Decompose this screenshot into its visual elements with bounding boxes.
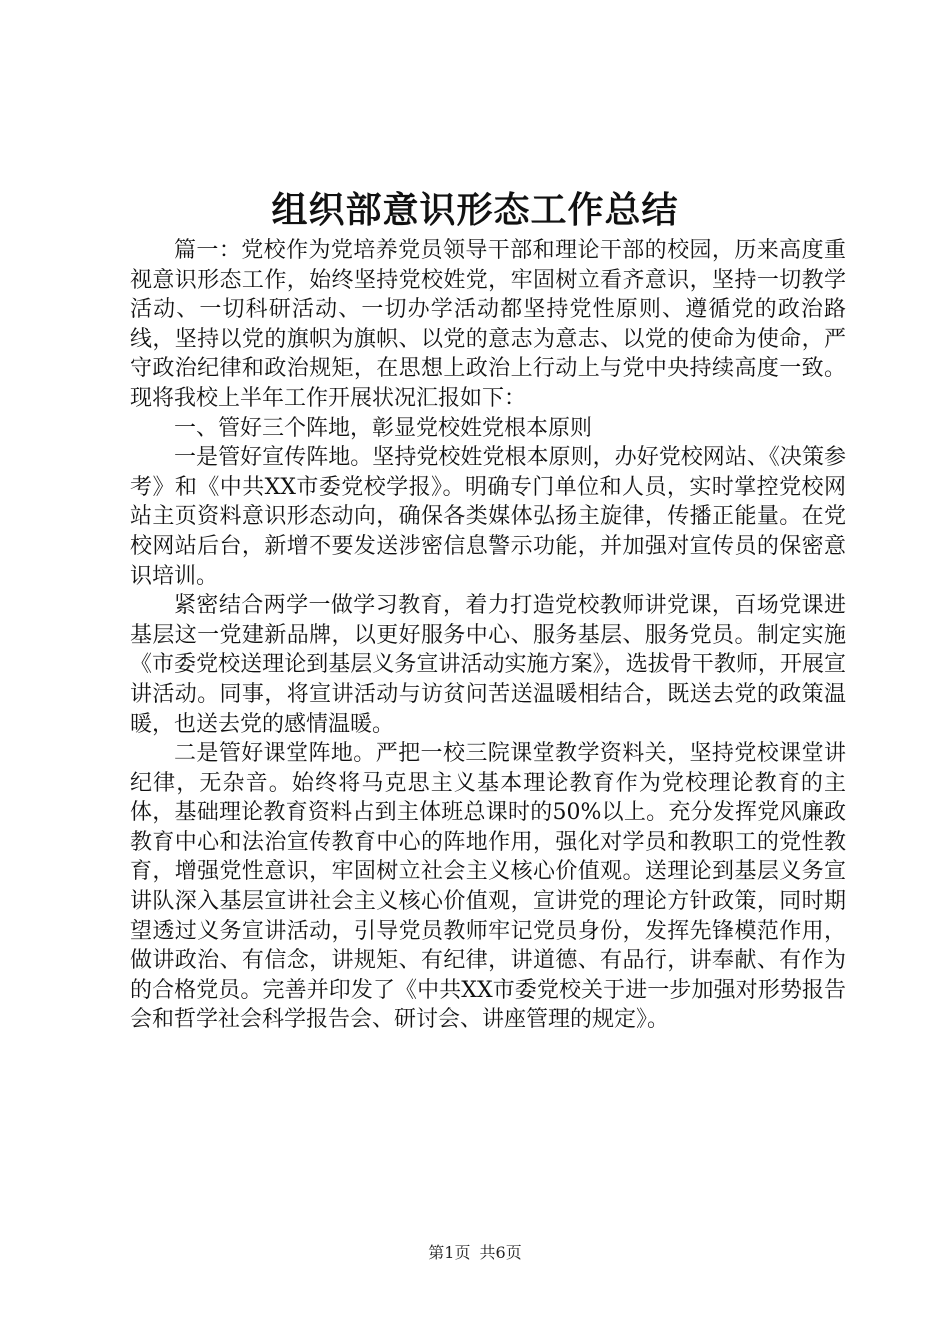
paragraph-propaganda: 一是管好宣传阵地。坚持党校姓党根本原则，办好党校网站、《决策参考》和《中共XX市委党校学报》。明确专门单位和人员，实时掌控党校网站主页资料意识形态动向，确保各类媒体弘扬主旋律，传播正能量。在党校网站后台，新增不要发送涉密信息警示功能，并加强对宣传员的保密意识培训。 xyxy=(130,445,846,589)
paragraph-intro: 篇一：党校作为党培养党员领导干部和理论干部的校园，历来高度重视意识形态工作，始终坚持党校姓党，牢固树立看齐意识，坚持一切教学活动、一切科研活动、一切办学活动都坚持党性原则、遵循党的政治路线，坚持以党的旗帜为旗帜、以党的意志为意志、以党的使命为使命，严守政治纪律和政治规矩，在思想上政治上行动上与党中央持续高度一致。现将我校上半年工作开展状况汇报如下： xyxy=(130,238,846,411)
paragraph-lectures: 紧密结合两学一做学习教育，着力打造党校教师讲党课，百场党课进基层这一党建新品牌，以更好服务中心、服务基层、服务党员。制定实施《市委党校送理论到基层义务宣讲活动实施方案》，选拔骨干教师，开展宣讲活动。同事，将宣讲活动与访贫问苦送温暖相结合，既送去党的政策温暖，也送去党的感情温暖。 xyxy=(130,593,846,737)
page-footer xyxy=(0,1243,950,1263)
paragraph-classroom: 二是管好课堂阵地。严把一校三院课堂教学资料关，坚持党校课堂讲纪律，无杂音。始终将马克思主义基本理论教育作为党校理论教育的主体，基础理论教育资料占到主体班总课时的50%以上。充分发挥党风廉政教育中心和法治宣传教育中心的阵地作用，强化对学员和教职工的党性教育，增强党性意识，牢固树立社会主义核心价值观。送理论到基层义务宣讲队深入基层宣讲社会主义核心价值观，宣讲党的理论方针政策，同时期望透过义务宣讲活动，引导党员教师牢记党员身份，发挥先锋模范作用，做讲政治、有信念，讲规矩、有纪律，讲道德、有品行，讲奉献、有作为的合格党员。完善并印发了《中共XX市委党校关于进一步加强对形势报告会和哲学社会科学报告会、研讨会、讲座管理的规定》。 xyxy=(130,741,846,1033)
page-total: 共6页 xyxy=(479,1243,522,1262)
document-title: 组织部意识形态工作总结 xyxy=(271,189,679,231)
section-heading: 一、管好三个阵地，彰显党校姓党根本原则 xyxy=(174,415,593,441)
page-number: 第1页 xyxy=(428,1243,471,1262)
document-body xyxy=(130,236,846,1035)
